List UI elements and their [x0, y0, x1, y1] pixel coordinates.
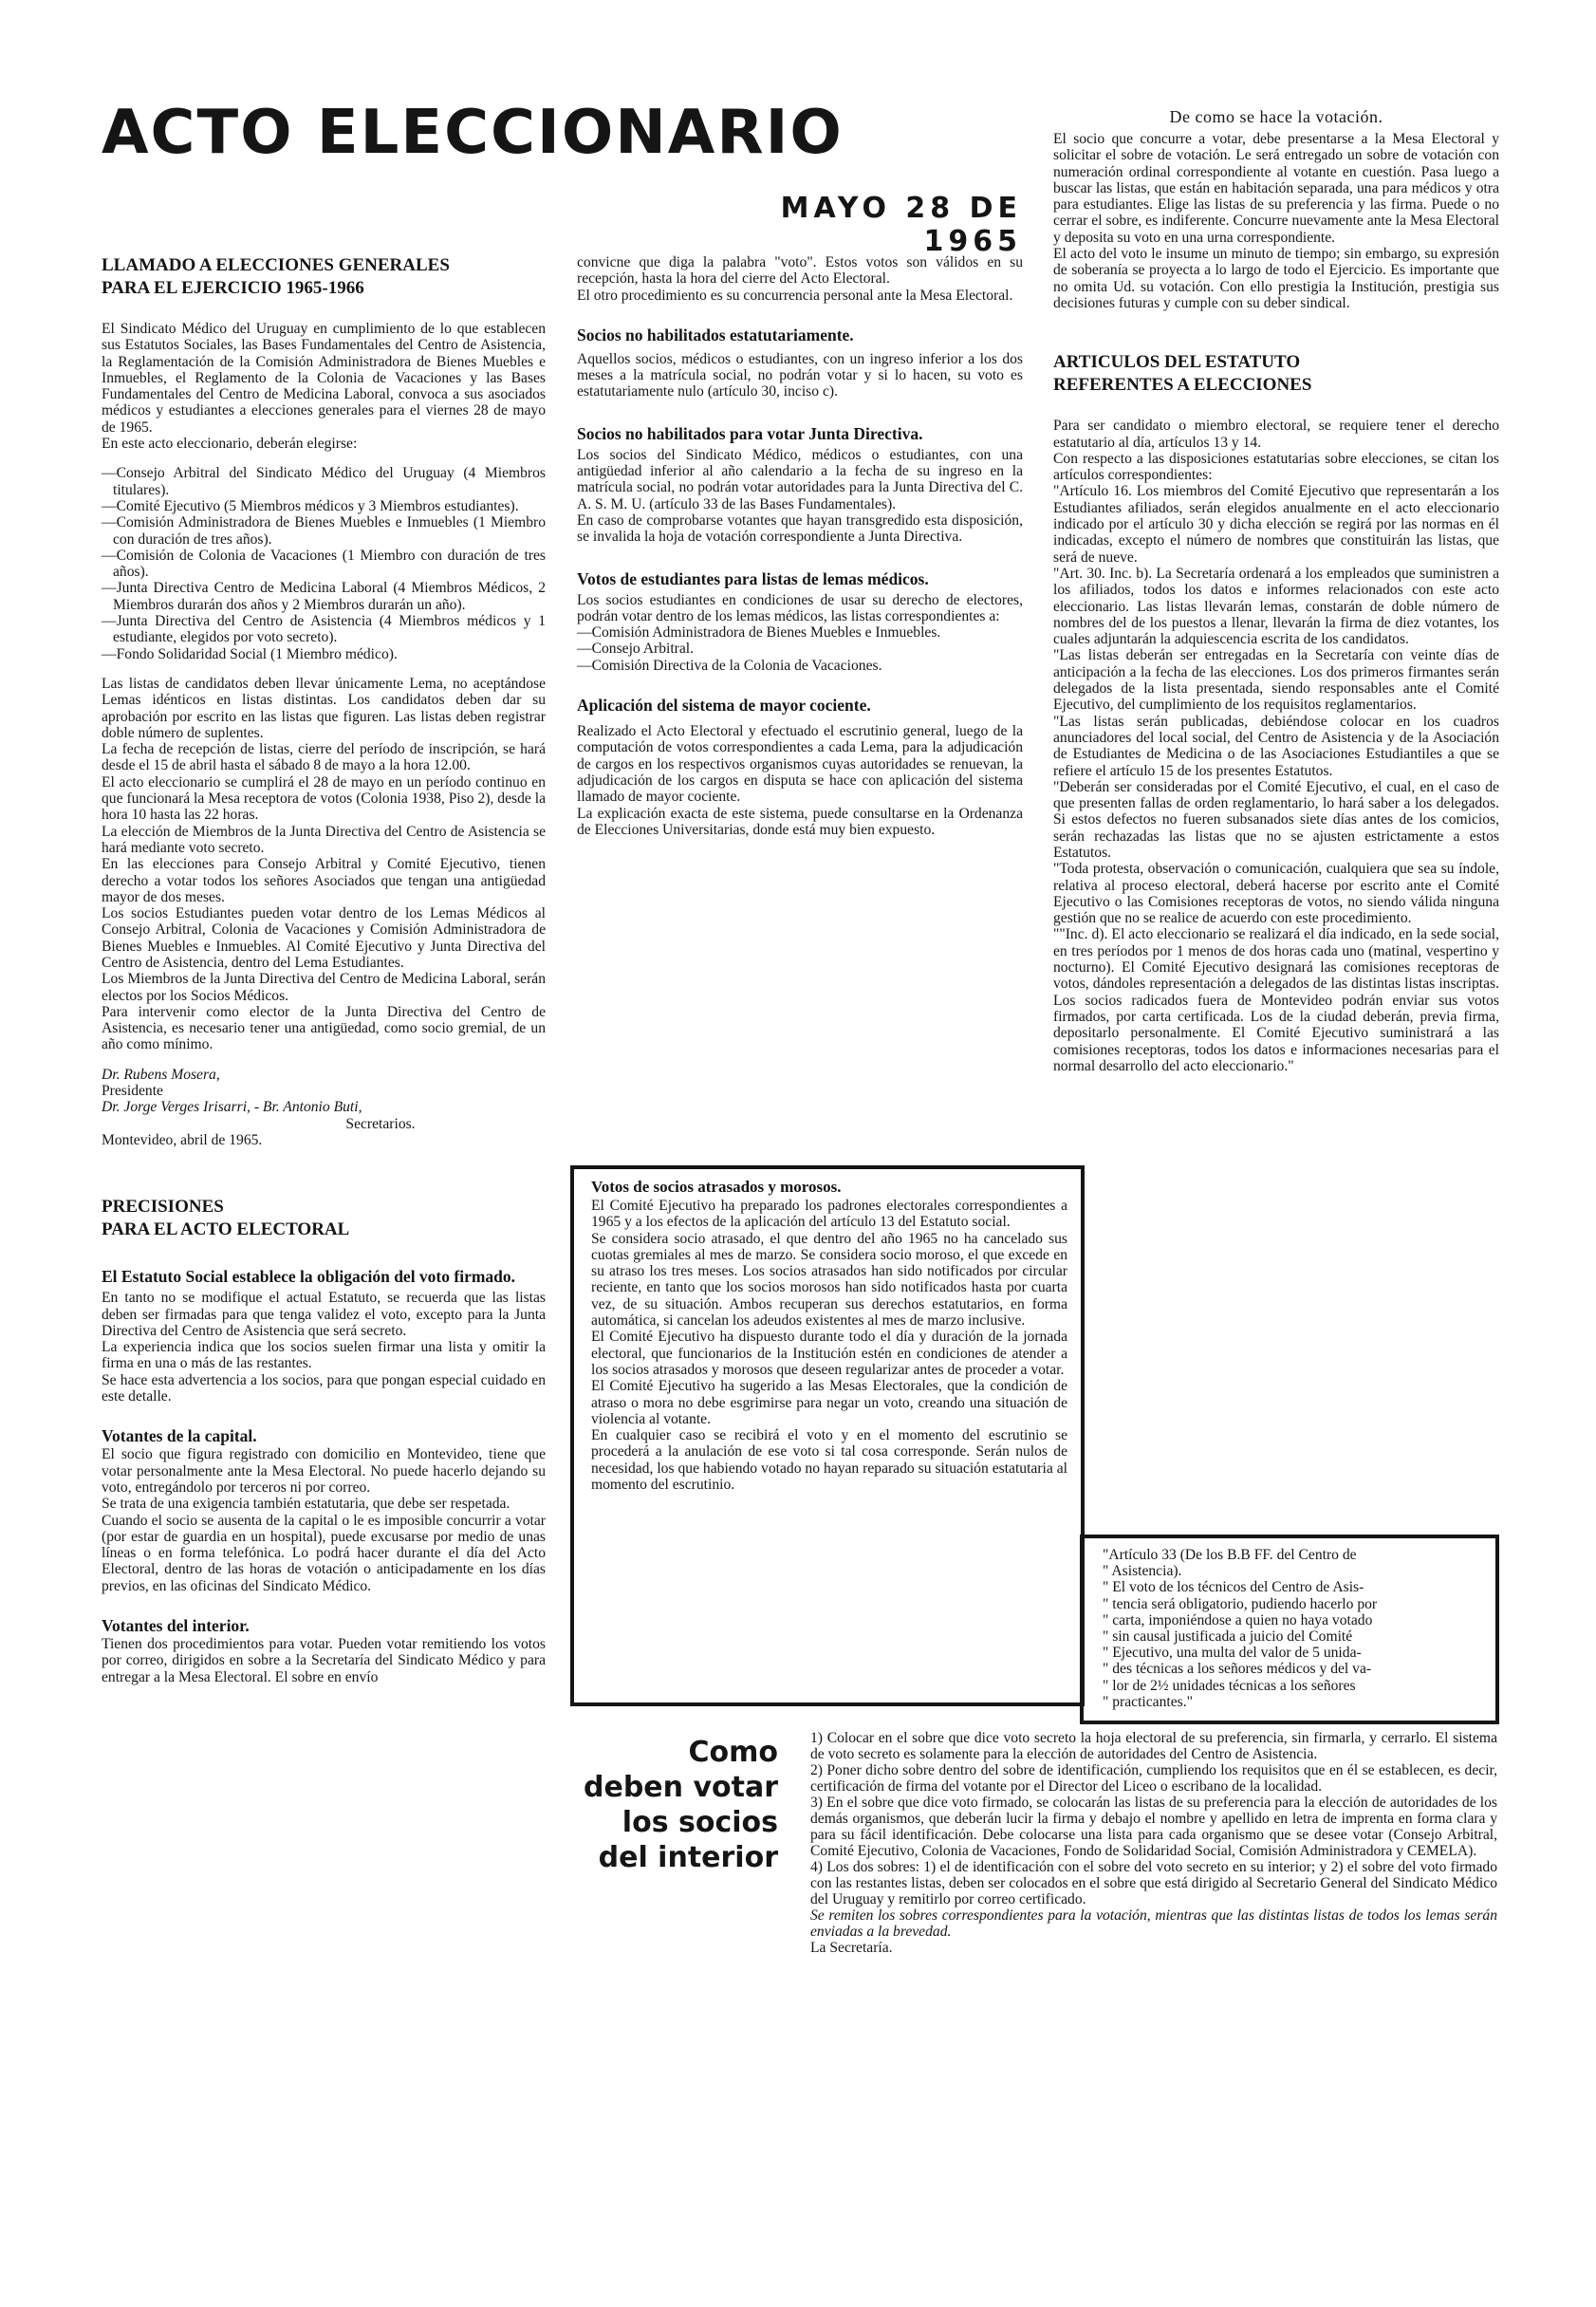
subheading: El Estatuto Social establece la obligación del voto firmado.: [102, 1267, 516, 1287]
signature: Dr. Rubens Mosera,: [102, 1066, 220, 1083]
section-title: PARA EL EJERCICIO 1965-1966: [102, 278, 364, 298]
paragraph: Se trata de una exigencia también estatutaria, que debe ser respetada.: [102, 1496, 510, 1513]
box-line: " El voto de los técnicos del Centro de Asis-: [1103, 1579, 1364, 1596]
list-item: —Comisión de Colonia de Vacaciones (1 Miembro con duración de tres años).: [102, 547, 546, 581]
paragraph: Cuando el socio se ausenta de la capital o le es imposible concurrir a votar (por estar de guardia en un hospital), puede excusarse por medio de unas líneas o en forma telefónica. Lo podrá hacer durante el día del Acto Electoral, dentro de las horas de votación o anticipadamente en los días previos, en las oficinas del Sindicato Médico.: [102, 1512, 546, 1594]
list-item: —Consejo Arbitral.: [577, 641, 695, 658]
box-line: " carta, imponiéndose a quien no haya votado: [1103, 1611, 1373, 1628]
list-item: —Fondo Solidaridad Social (1 Miembro médico).: [102, 645, 398, 662]
paragraph: El Sindicato Médico del Uruguay en cumplimiento de lo que establecen sus Estatutos Sociales, las Bases Fundamentales del Centro de Asistencia, la Reglamentación de la Comisión Administradora de Bienes Muebles e Inmuebles, el Reglamento de la Colonia de Vacaciones y las Bases Fundamentales del Centro de Medicina Laboral, convoca a sus asociados médicos y estudiantes a elecciones generales para el viernes 28 de mayo de 1965.: [102, 321, 546, 436]
paragraph: El Comité Ejecutivo ha preparado los padrones electorales correspondientes a 1965 y a los efectos de la aplicación del artículo 13 del Estatuto social.: [591, 1198, 1067, 1231]
paragraph: Los socios del Sindicato Médico, médicos o estudiantes, con una antigüedad inferior al año calendario a la fecha de su ingreso en la matrícula social, no podrán votar autoridades para la Junta Directiva del C. A. S. M. U. (artículo 33 de las Bases Fundamentales).: [577, 446, 1023, 512]
interior-heading-line: Como: [688, 1736, 778, 1769]
box-line: " des técnicas a los señores médicos y del va-: [1103, 1661, 1372, 1678]
instruction-step: 2) Poner dicho sobre dentro del sobre de identificación, cumpliendo los requisitos que en él se establecen, es decir, certificación de firma del votante por el Director del Liceo o escribano de la localidad.: [810, 1762, 1497, 1795]
paragraph: Se hace esta advertencia a los socios, para que pongan especial cuidado en este detalle.: [102, 1371, 546, 1405]
paragraph: Aquellos socios, médicos o estudiantes, con un ingreso inferior a los dos meses a la matrícula social, no podrán votar y si lo hacen, su voto es estatutariamente nulo (artículo 30, inciso c).: [577, 350, 1023, 400]
column-right: [1053, 106, 1499, 1074]
masthead-date: MAYO 28 DE 1965: [780, 192, 1022, 258]
subheading: Socios no habilitados estatutariamente.: [577, 325, 854, 344]
interior-heading: [575, 1735, 778, 1875]
box-line: " tencia será obligatorio, pudiendo hacerlo por: [1103, 1595, 1378, 1612]
paragraph: "Artículo 16. Los miembros del Comité Ejecutivo que representarán a los Estudiantes afiliados, serán elegidos anualmente en el acto eleccionario indicado por el artículo 30 y dicha elección se regirá por las normas en él indicadas, excepto el número de nombres que constituirán las listas, que será de nueve.: [1053, 483, 1499, 566]
paragraph: Las listas de candidatos deben llevar únicamente Lema, no aceptándose Lemas idénticos en listas distintas. Los candidatos deben dar su aprobación por escrito en las listas que figuren. Las listas deben registrar doble número de suplentes.: [102, 675, 546, 741]
paragraph: Con respecto a las disposiciones estatutarias sobre elecciones, se citan los artículos correspondientes:: [1053, 450, 1499, 484]
list-item: —Comisión Administradora de Bienes Muebles e Inmuebles.: [577, 624, 941, 642]
paragraph: Los Miembros de la Junta Directiva del Centro de Medicina Laboral, serán electos por los Socios Médicos.: [102, 971, 546, 1004]
signature: Dr. Jorge Verges Irisarri, - Br. Antonio Buti,: [102, 1099, 362, 1116]
box-article-33: [1080, 1535, 1499, 1724]
paragraph: "Toda protesta, observación o comunicación, cualquiera que sea su índole, relativa al proceso electoral, deberá hacerse por escrito ante el Comité Ejecutivo o las Comisiones receptoras de votos, no siendo válida ninguna gestión que no se realice de acuerdo con este procedimiento.: [1053, 861, 1499, 927]
paragraph: Para intervenir como elector de la Junta Directiva del Centro de Asistencia, es necesario tener una antigüedad, como socio gremial, de un año como mínimo.: [102, 1003, 546, 1053]
section-title: PARA EL ACTO ELECTORAL: [102, 1219, 350, 1240]
instruction-step: 1) Colocar en el sobre que dice voto secreto la hoja electoral de su preferencia, sin firmarla, y cerrarlo. El sistema de voto secreto es solamente para la elección de autoridades del Centro de Asistencia.: [810, 1730, 1497, 1762]
box-line: " lor de 2½ unidades técnicas a los señores: [1103, 1677, 1356, 1694]
paragraph: La experiencia indica que los socios suelen firmar una lista y omitir la firma en una o más de las restantes.: [102, 1339, 546, 1372]
box-line: " sin causal justificada a juicio del Comité: [1103, 1628, 1353, 1646]
section-title: PRECISIONES: [102, 1197, 224, 1218]
paragraph: Se considera socio atrasado, el que dentro del año 1965 no ha cancelado sus cuotas gremiales al mes de marzo. Se considera socio moroso, el que excede en su atraso los tres meses. Los socios atrasados han sido notificados por circular reciente, en tanto que los socios morosos han sido notificados hasta por cuarta vez, de su situación. Ambos recuperan sus derechos estatutarios, en forma automática, si cancelan los adeudos existentes al mes de marzo inclusive.: [591, 1230, 1067, 1330]
paragraph: El socio que concurre a votar, debe presentarse a la Mesa Electoral y solicitar el sobre de votación. Le será entregado un sobre de votación con numeración ordinal correspondiente al votante en cuestión. Pasa luego a buscar las listas, que están en habitación separada, una para médicos y otra para estudiantes. Elige las listas de su preferencia y las firma. Puede o no cerrar el sobre, es indiferente. Concurre nuevamente ante la Mesa Electoral y deposita su voto en una urna correspondiente.: [1053, 131, 1499, 246]
interior-heading-line: del interior: [598, 1841, 778, 1874]
section-title: LLAMADO A ELECCIONES GENERALES: [102, 255, 450, 275]
paragraph: El acto del voto le insume un minuto de tiempo; sin embargo, su expresión de soberanía se proyecta a lo largo de todo el Ejercicio. Es importante que no omita Ud. su votación. Con ello prestigia la Institución, prestigia sus decisiones futuras y cumple con su deber sindical.: [1053, 246, 1499, 311]
box-line: " Asistencia).: [1103, 1563, 1182, 1580]
list-item: —Comité Ejecutivo (5 Miembros médicos y 3 Miembros estudiantes).: [102, 497, 519, 514]
paragraph: La explicación exacta de este sistema, puede consultarse en la Ordenanza de Elecciones Universitarias, donde está muy bien expuesto.: [577, 805, 1023, 838]
paragraph: La fecha de recepción de listas, cierre del período de inscripción, se hará desde el 15 de abril hasta el sábado 8 de mayo a la hora 12.00.: [102, 741, 546, 774]
paragraph: El acto eleccionario se cumplirá el 28 de mayo en un período continuo en que funcionará la Mesa receptora de votos (Colonia 1938, Piso 2), desde la hora 10 hasta las 22 horas.: [102, 773, 546, 824]
paragraph: "Las listas serán publicadas, debiéndose colocar en los cuadros anunciadores del local social, del Centro de Asistencia y de la Asociación de Estudiantes de Medicina o de las Asociaciones Estudiantiles a que se refiere el artículo 15 de los presentes Estatutos.: [1053, 713, 1499, 779]
subheading: Votos de estudiantes para listas de lemas médicos.: [577, 568, 929, 588]
paragraph: En cualquier caso se recibirá el voto y en el momento del escrutinio se procederá a la anulación de ese voto si tal cosa corresponde. Serán nulos de necesidad, los que habiendo votado no hayan reparado su situación estatutaria al momento del escrutinio.: [591, 1427, 1067, 1494]
section-title: REFERENTES A ELECCIONES: [1053, 375, 1312, 396]
paragraph: Los socios estudiantes en condiciones de usar su derecho de electores, podrán votar dentro de los lemas médicos, las listas correspondientes a:: [577, 591, 1023, 624]
paragraph: "Art. 30. Inc. b). La Secretaría ordenará a los empleados que suministren a los afiliados, todos los datos e informes relacionados con este acto eleccionario. Las listas llevarán lemas, constarán de doble número de nombres del de los puestos a llenar, llevarán la firma de diez votantes, los cuales adjuntarán la adquiescencia escrita de los candidatos.: [1053, 565, 1499, 648]
paragraph: En las elecciones para Consejo Arbitral y Comité Ejecutivo, tienen derecho a votar todos los señores Asociados que tengan una antigüedad mayor de dos meses.: [102, 856, 546, 905]
interior-heading-line: los socios: [622, 1806, 778, 1839]
paragraph: El otro procedimiento es su concurrencia personal ante la Mesa Electoral.: [577, 287, 1013, 304]
list-item: —Comisión Administradora de Bienes Muebles e Inmuebles (1 Miembro con duración de tres años).: [102, 514, 546, 548]
signature: La Secretaría.: [810, 1940, 893, 1956]
interior-heading-line: deben votar: [584, 1771, 778, 1804]
section-title: ARTICULOS DEL ESTATUTO: [1053, 352, 1301, 373]
instruction-note: Se remiten los sobres correspondientes para la votación, mientras que las distintas listas de todos los lemas serán enviadas a la brevedad.: [810, 1907, 1497, 1940]
paragraph: En este acto eleccionario, deberán elegirse:: [102, 436, 358, 453]
box-title: Votos de socios atrasados y morosos.: [591, 1178, 842, 1196]
paragraph: La elección de Miembros de la Junta Directiva del Centro de Asistencia se hará mediante voto secreto.: [102, 823, 546, 856]
paragraph: En tanto no se modifique el actual Estatuto, se recuerda que las listas deben ser firmadas para que tenga validez el voto, excepto para la Junta Directiva del Centro de Asistencia que será secreto.: [102, 1290, 546, 1339]
paragraph: "Deberán ser consideradas por el Comité Ejecutivo, el cual, en el caso de que presenten fallas de orden reglamentario, lo hará saber a los delegados. Si estos defectos no fueren subsanados siete días antes de los comicios, serán rechazadas las listas que no se ajusten estrictamente a estos Estatutos.: [1053, 778, 1499, 861]
paragraph: Para ser candidato o miembro electoral, se requiere tener el derecho estatutario al día, artículos 13 y 14.: [1053, 418, 1499, 451]
paragraph: Los socios Estudiantes pueden votar dentro de los Lemas Médicos al Consejo Arbitral, Colonia de Vacaciones y Comisión Administradora de Bienes Muebles e Inmuebles. Al Comité Ejecutivo y Junta Directiva del Centro de Asistencia, dentro del Lema Estudiantes.: [102, 905, 546, 971]
signature-role: Presidente: [102, 1083, 163, 1100]
box-line: "Artículo 33 (De los B.B FF. del Centro de: [1103, 1547, 1357, 1563]
paragraph: convicne que diga la palabra "voto". Estos votos son válidos en su recepción, hasta la hora del cierre del Acto Electoral.: [577, 254, 1023, 288]
paragraph: El Comité Ejecutivo ha sugerido a las Mesas Electorales, que la condición de atraso o mora no debe esgrimirse para negar un voto, creando una situación de violencia al votante.: [591, 1378, 1067, 1427]
subheading: Votantes del interior.: [102, 1616, 250, 1635]
paragraph: El socio que figura registrado con domicilio en Montevideo, tiene que votar personalmente ante la Mesa Electoral. No puede hacerlo dejando su voto, entregándolo por terceros ni por correo.: [102, 1446, 546, 1496]
paragraph: El Comité Ejecutivo ha dispuesto durante todo el día y duración de la jornada electoral, que funcionarios de la Institución estén en condiciones de atender a los socios atrasados y morosos que deseen regularizar antes de proceder a votar.: [591, 1329, 1067, 1378]
subheading: Aplicación del sistema de mayor cociente.: [577, 696, 871, 716]
paragraph: En caso de comprobarse votantes que hayan transgredido esta disposición, se invalida la hoja de votación correspondiente a Junta Directiva.: [577, 512, 1023, 546]
box-overdue-members: [570, 1165, 1085, 1706]
masthead-title: ACTO ELECCIONARIO: [102, 98, 844, 168]
column-middle: [577, 254, 1023, 838]
instruction-step: 3) En el sobre que dice voto firmado, se colocarán las listas de su preferencia para la elección de autoridades de los demás organismos, que deberán lucir la firma y debajo el nombre y apellido en letra de imprenta en forma clara y para su fácil identificación. Debe colocarse una lista para cada organismo que se desee votar (Consejo Arbitral, Comité Ejecutivo, Colonia de Vacaciones, Fondo de Solidaridad Social, Comisión Administradora y CEMELA).: [810, 1795, 1497, 1859]
subheading: Votantes de la capital.: [102, 1426, 257, 1446]
column-left: [102, 254, 546, 1685]
paragraph: Tienen dos procedimientos para votar. Pueden votar remitiendo los votos por correo, dirigidos en sobre a la Secretaría del Sindicato Médico y para entregar a la Mesa Electoral. El sobre en envío: [102, 1636, 546, 1685]
interior-instructions: [810, 1730, 1497, 1956]
subheading: Socios no habilitados para votar Junta Directiva.: [577, 423, 923, 443]
list-item: —Junta Directiva del Centro de Asistencia (4 Miembros médicos y 1 estudiante, elegidos por voto secreto).: [102, 613, 546, 646]
subheading: De como se hace la votación.: [1169, 107, 1383, 126]
box-line: " Ejecutivo, una multa del valor de 5 unida-: [1103, 1645, 1362, 1662]
list-item: —Comisión Directiva de la Colonia de Vacaciones.: [577, 657, 882, 674]
list-item: —Junta Directiva Centro de Medicina Laboral (4 Miembros Médicos, 2 Miembros durarán dos años y 2 Miembros durarán un año).: [102, 580, 546, 613]
place-date: Montevideo, abril de 1965.: [102, 1131, 263, 1148]
paragraph: "Las listas deberán ser entregadas en la Secretaría con veinte días de anticipación a la fecha de las elecciones. Los dos primeros firmantes serán delegados de la lista presentada, siendo responsables ante el Comité Ejecutivo, del cumplimiento de los requisitos reglamentarios.: [1053, 647, 1499, 714]
signature-role: Secretarios.: [345, 1115, 416, 1132]
paragraph: Realizado el Acto Electoral y efectuado el escrutinio general, luego de la computación de votos correspondientes a cada Lema, para la adjudicación de cargos en los respectivos organismos cuyas autoridades se renuevan, la adjudicación de los cargos en disputa se hace con aplicación del sistema llamado de mayor cociente.: [577, 723, 1023, 806]
list-item: —Consejo Arbitral del Sindicato Médico del Uruguay (4 Miembros titulares).: [102, 465, 546, 498]
paragraph: ""Inc. d). El acto eleccionario se realizará el día indicado, en la sede social, en tres períodos por 1 menos de dos horas cada uno (matinal, vespertino y nocturno). El Comité Ejecutivo designará las comisiones receptoras de votos, dándoles representación a delegados de las distintas listas inscriptas. Los socios radicados fuera de Montevideo podrán enviar sus votos firmados, por carta certificada. Los de la ciudad deberán, previa firma, depositarlo personalmente. El Comité Ejecutivo suministrará a las comisiones receptoras, todos los datos e informaciones necesarias para el normal desarrollo del acto eleccionario.": [1053, 926, 1499, 1074]
box-line: " practicantes.": [1103, 1693, 1193, 1710]
instruction-step: 4) Los dos sobres: 1) el de identificación con el sobre del voto secreto en su interior; y 2) el sobre del voto firmado con las restantes listas, deben ser colocados en el sobre que está dirigido al Secretario General del Sindicato Médico del Uruguay y remitirlo por correo certificado.: [810, 1859, 1497, 1907]
